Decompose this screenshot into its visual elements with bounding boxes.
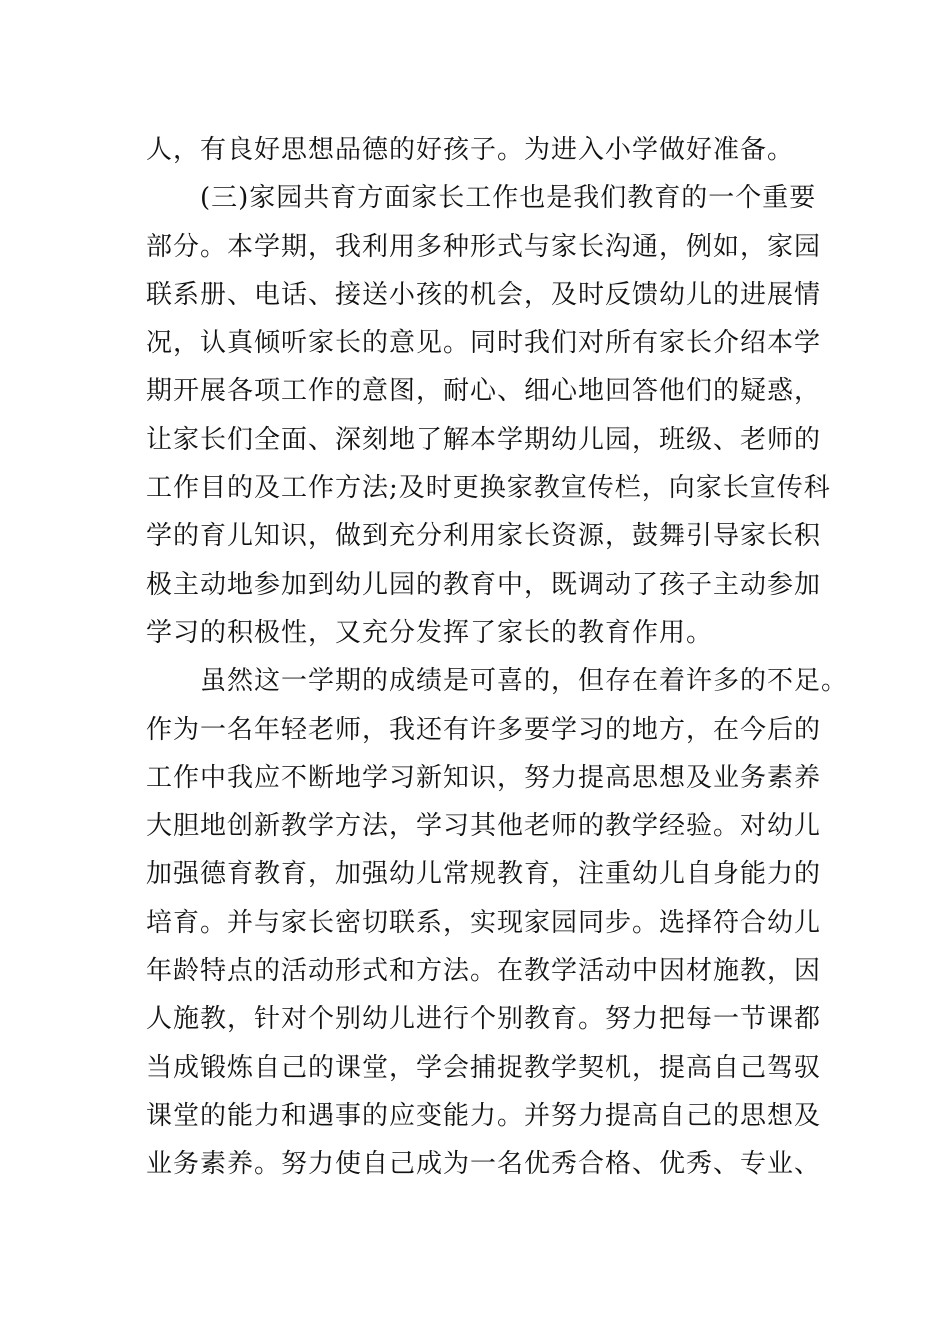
text-line: 年龄特点的活动形式和方法。在教学活动中因材施教，因 (146, 956, 822, 987)
text-line: 学的育儿知识，做到充分利用家长资源，鼓舞引导家长积 (146, 521, 822, 552)
text-line: 工作中我应不断地学习新知识，努力提高思想及业务素养 (146, 762, 822, 793)
text-line: 让家长们全面、深刻地了解本学期幼儿园，班级、老师的 (146, 424, 822, 455)
text-line: 学习的积极性，又充分发挥了家长的教育作用。 (146, 617, 714, 648)
text-line: 业务素养。努力使自己成为一名优秀合格、优秀、专业、 (146, 1149, 822, 1180)
text-line: (三)家园共育方面家长工作也是我们教育的一个重要 (146, 183, 817, 214)
text-line: 人施教，针对个别幼儿进行个别教育。努力把每一节课都 (146, 1004, 822, 1035)
text-line: 作为一名年轻老师，我还有许多要学习的地方，在今后的 (146, 714, 822, 745)
body-text (146, 126, 849, 1189)
text-line: 况，认真倾听家长的意见。同时我们对所有家长介绍本学 (146, 328, 822, 359)
text-line: 工作目的及工作方法;及时更换家教宣传栏，向家长宣传科 (146, 473, 831, 504)
text-line: 极主动地参加到幼儿园的教育中，既调动了孩子主动参加 (146, 569, 822, 600)
text-line: 课堂的能力和遇事的应变能力。并努力提高自己的思想及 (146, 1100, 822, 1131)
text-line: 人，有良好思想品德的好孩子。为进入小学做好准备。 (146, 135, 795, 165)
text-line: 虽然这一学期的成绩是可喜的，但存在着许多的不足。 (146, 666, 849, 697)
text-line: 大胆地创新教学方法，学习其他老师的教学经验。对幼儿 (146, 811, 822, 842)
text-line: 期开展各项工作的意图，耐心、细心地回答他们的疑惑， (146, 376, 822, 407)
text-line: 联系册、电话、接送小孩的机会，及时反馈幼儿的进展情 (146, 279, 822, 310)
text-line: 当成锻炼自己的课堂，学会捕捉教学契机，提高自己驾驭 (146, 1052, 822, 1083)
text-line: 培育。并与家长密切联系，实现家园同步。选择符合幼儿 (146, 907, 822, 938)
text-line: 部分。本学期，我利用多种形式与家长沟通，例如，家园 (146, 231, 822, 262)
text-line: 加强德育教育，加强幼儿常规教育，注重幼儿自身能力的 (146, 859, 822, 890)
